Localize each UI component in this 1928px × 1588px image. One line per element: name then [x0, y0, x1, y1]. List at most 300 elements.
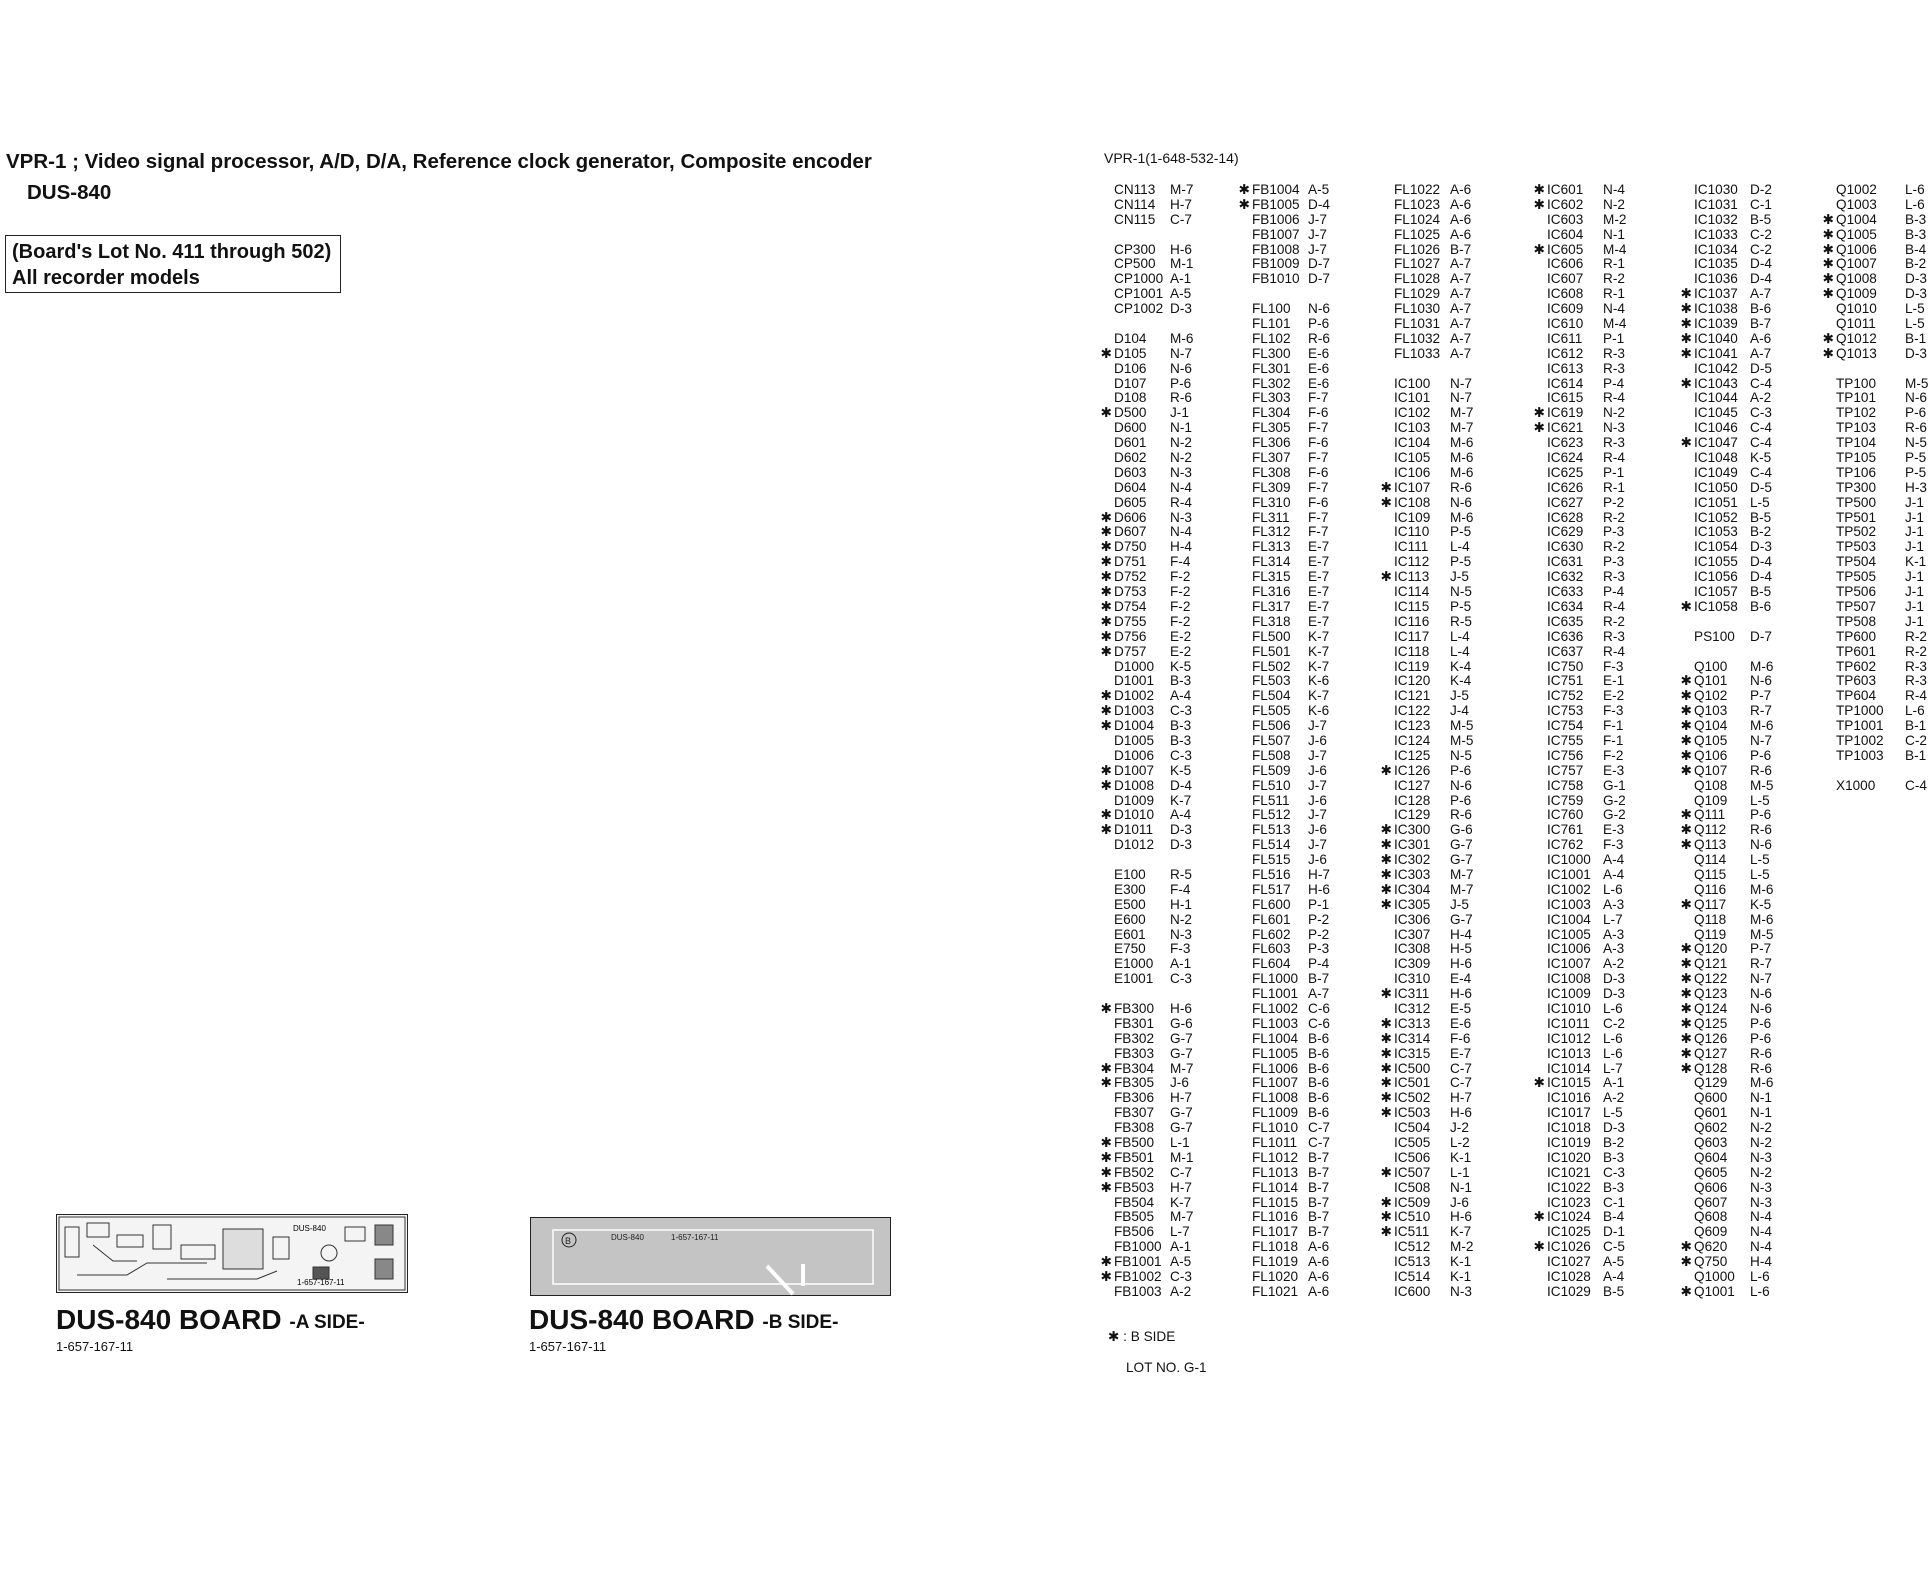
part-ref: D1002	[1114, 688, 1155, 704]
part-ref: D602	[1114, 450, 1147, 466]
part-ref: FB1005	[1252, 196, 1300, 212]
part-ref: TP503	[1836, 539, 1877, 555]
part-ref: IC755	[1547, 732, 1584, 748]
part-location: K-5	[1170, 658, 1192, 674]
part-location: F-4	[1170, 881, 1191, 897]
part-ref: FB1001	[1114, 1254, 1162, 1270]
part-ref: FL313	[1252, 539, 1291, 555]
part-location: P-5	[1450, 554, 1472, 570]
b-side-marker: ✱	[1822, 211, 1834, 227]
part-ref: Q609	[1694, 1224, 1728, 1240]
b-side-marker: ✱	[1100, 762, 1112, 778]
part-location: R-6	[1450, 479, 1472, 495]
b-side-marker: ✱	[1680, 345, 1692, 361]
b-side-marker: ✱	[1380, 1015, 1392, 1031]
part-ref: D755	[1114, 613, 1147, 629]
part-ref: D603	[1114, 464, 1147, 480]
part-location: J-2	[1450, 1120, 1469, 1136]
part-ref: TP602	[1836, 658, 1877, 674]
part-location: R-3	[1603, 345, 1625, 361]
part-location: B-3	[1170, 718, 1192, 734]
part-ref: IC1015	[1547, 1075, 1591, 1091]
part-ref: FL300	[1252, 345, 1291, 361]
part-ref: IC125	[1394, 747, 1431, 763]
part-ref: FL305	[1252, 420, 1291, 436]
part-ref: IC762	[1547, 837, 1584, 853]
part-ref: IC107	[1394, 479, 1431, 495]
b-side-marker: ✱	[1680, 316, 1692, 332]
part-ref: Q608	[1694, 1209, 1728, 1225]
part-ref: Q1002	[1836, 182, 1877, 197]
part-location: N-3	[1750, 1194, 1772, 1210]
part-ref: Q605	[1694, 1164, 1728, 1180]
part-location: N-7	[1450, 375, 1472, 391]
part-location: F-3	[1170, 941, 1191, 957]
part-ref: Q105	[1694, 732, 1728, 748]
part-location: K-7	[1308, 658, 1330, 674]
part-location: H-7	[1170, 1090, 1192, 1106]
part-ref: FL1016	[1252, 1209, 1299, 1225]
part-ref: IC623	[1547, 435, 1584, 451]
part-location: P-5	[1450, 524, 1472, 540]
board-a-layout-drawing	[57, 1215, 409, 1294]
b-side-marker: ✱	[1238, 182, 1250, 197]
part-location: D-5	[1750, 360, 1772, 376]
part-location: G-1	[1603, 777, 1626, 793]
part-ref: TP103	[1836, 420, 1877, 436]
part-location: P-6	[1308, 316, 1330, 332]
part-ref: IC315	[1394, 1045, 1431, 1061]
part-ref: FL1020	[1252, 1269, 1299, 1285]
part-location: P-4	[1603, 375, 1625, 391]
part-location: D-1	[1603, 1224, 1625, 1240]
part-location: A-1	[1170, 956, 1192, 972]
part-location: M-6	[1750, 1075, 1774, 1091]
lot-range-text: (Board's Lot No. 411 through 502)	[12, 241, 332, 263]
part-location: C-1	[1603, 1194, 1625, 1210]
board-name: DUS-840	[27, 181, 112, 204]
part-ref: IC637	[1547, 643, 1584, 659]
part-ref: FL1024	[1394, 211, 1441, 227]
part-location: R-2	[1603, 271, 1625, 287]
part-location: H-6	[1450, 986, 1472, 1002]
part-location: A-4	[1603, 852, 1625, 868]
part-ref: IC502	[1394, 1090, 1431, 1106]
part-location: R-3	[1603, 435, 1625, 451]
part-location: G-7	[1170, 1045, 1193, 1061]
part-location: R-7	[1750, 703, 1772, 719]
part-ref: Q103	[1694, 703, 1728, 719]
part-location: R-6	[1750, 1060, 1772, 1076]
part-ref: TP603	[1836, 673, 1877, 689]
part-location: G-7	[1170, 1030, 1193, 1046]
part-ref: FL1029	[1394, 286, 1441, 302]
part-ref: FL1005	[1252, 1045, 1299, 1061]
b-side-marker: ✱	[1533, 405, 1545, 421]
part-ref: IC129	[1394, 807, 1431, 823]
part-location: M-6	[1750, 718, 1774, 734]
part-ref: IC1047	[1694, 435, 1738, 451]
part-location: E-2	[1603, 688, 1625, 704]
part-ref: IC128	[1394, 792, 1431, 808]
part-ref: FL1013	[1252, 1164, 1299, 1180]
part-ref: IC104	[1394, 435, 1431, 451]
part-ref: TP1002	[1836, 732, 1884, 748]
part-ref: IC603	[1547, 211, 1584, 227]
part-location: N-6	[1308, 301, 1330, 317]
part-location: G-2	[1603, 807, 1626, 823]
part-ref: FB1007	[1252, 226, 1300, 242]
part-location: R-7	[1750, 956, 1772, 972]
part-location: N-6	[1750, 1000, 1772, 1016]
part-ref: FL1018	[1252, 1239, 1299, 1255]
part-location: A-3	[1603, 926, 1625, 942]
part-location: K-7	[1308, 643, 1330, 659]
part-location: K-6	[1308, 703, 1330, 719]
b-side-marker: ✱	[1680, 1000, 1692, 1016]
part-location: D-3	[1750, 539, 1772, 555]
board-b-part-number: 1-657-167-11	[529, 1339, 607, 1354]
part-location: P-5	[1905, 464, 1927, 480]
part-location: H-4	[1750, 1254, 1772, 1270]
part-location: R-4	[1905, 688, 1927, 704]
part-ref: FL510	[1252, 777, 1291, 793]
models-text: All recorder models	[12, 267, 200, 289]
part-ref: IC1008	[1547, 971, 1591, 987]
part-location: D-3	[1170, 837, 1192, 853]
part-location: L-5	[1905, 301, 1925, 317]
part-ref: IC501	[1394, 1075, 1431, 1091]
part-ref: IC633	[1547, 584, 1584, 600]
b-side-marker: ✱	[1380, 762, 1392, 778]
part-location: M-6	[1170, 330, 1194, 346]
part-ref: D1009	[1114, 792, 1155, 808]
part-ref: IC626	[1547, 479, 1584, 495]
part-ref: FL1004	[1252, 1030, 1299, 1046]
part-location: K-5	[1170, 762, 1192, 778]
part-ref: IC1058	[1694, 598, 1738, 614]
part-location: K-6	[1308, 673, 1330, 689]
part-ref: FL1026	[1394, 241, 1441, 257]
b-side-marker: ✱	[1533, 1209, 1545, 1225]
part-location: N-6	[1905, 390, 1927, 406]
part-ref: IC756	[1547, 747, 1584, 763]
part-ref: Q116	[1694, 881, 1727, 897]
b-side-marker: ✱	[1680, 896, 1692, 912]
b-side-marker: ✱	[1100, 345, 1112, 361]
part-ref: FL308	[1252, 464, 1291, 480]
part-ref: D753	[1114, 584, 1147, 600]
b-side-marker: ✱	[1380, 822, 1392, 838]
part-location: C-6	[1308, 1015, 1330, 1031]
part-location: N-5	[1905, 435, 1927, 451]
part-location: G-6	[1450, 822, 1473, 838]
board-b-layout-drawing	[531, 1218, 892, 1297]
b-side-marker: ✱	[1100, 539, 1112, 555]
part-location: N-6	[1750, 837, 1772, 853]
part-location: E-7	[1308, 613, 1330, 629]
part-ref: FL1030	[1394, 301, 1441, 317]
part-ref: IC760	[1547, 807, 1584, 823]
part-ref: IC1028	[1547, 1269, 1591, 1285]
part-location: C-4	[1905, 777, 1927, 793]
part-location: P-6	[1750, 807, 1772, 823]
part-ref: Q1003	[1836, 196, 1877, 212]
part-location: J-7	[1308, 837, 1327, 853]
part-ref: FL1032	[1394, 330, 1441, 346]
part-location: N-6	[1170, 360, 1192, 376]
part-ref: PS100	[1694, 628, 1735, 644]
b-side-marker: ✱	[1380, 569, 1392, 585]
part-ref: FB301	[1114, 1015, 1155, 1031]
part-location: N-3	[1450, 1283, 1472, 1299]
part-ref: IC751	[1547, 673, 1584, 689]
part-location: M-5	[1450, 732, 1474, 748]
part-location: N-4	[1750, 1209, 1772, 1225]
part-ref: FL517	[1252, 881, 1291, 897]
b-side-marker: ✱	[1822, 345, 1834, 361]
part-ref: IC119	[1394, 658, 1430, 674]
part-ref: D606	[1114, 509, 1147, 525]
part-ref: D601	[1114, 435, 1147, 451]
part-ref: IC629	[1547, 524, 1584, 540]
part-ref: E601	[1114, 926, 1146, 942]
part-ref: IC1052	[1694, 509, 1738, 525]
part-location: A-7	[1750, 286, 1772, 302]
part-ref: D106	[1114, 360, 1147, 376]
board-a-title-text: DUS-840 BOARD	[56, 1304, 282, 1335]
part-location: A-6	[1308, 1254, 1330, 1270]
part-ref: FB506	[1114, 1224, 1155, 1240]
part-location: F-7	[1308, 509, 1329, 525]
part-location: D-4	[1750, 271, 1772, 287]
part-location: M-6	[1750, 911, 1774, 927]
b-side-marker: ✱	[1238, 196, 1250, 212]
part-ref: IC503	[1394, 1105, 1431, 1121]
part-ref: IC604	[1547, 226, 1584, 242]
part-location: D-4	[1750, 569, 1772, 585]
b-side-marker: ✱	[1100, 1164, 1112, 1180]
part-ref: FL1001	[1252, 986, 1299, 1002]
part-ref: FB1006	[1252, 211, 1300, 227]
part-ref: Q108	[1694, 777, 1728, 793]
part-ref: IC1026	[1547, 1239, 1591, 1255]
part-location: M-2	[1450, 1239, 1474, 1255]
part-ref: D1008	[1114, 777, 1155, 793]
part-ref: E600	[1114, 911, 1146, 927]
part-location: F-6	[1308, 435, 1329, 451]
part-location: P-6	[1170, 375, 1192, 391]
board-b-side-label: -B SIDE-	[762, 1312, 839, 1333]
part-location: L-1	[1450, 1164, 1470, 1180]
part-location: J-7	[1308, 807, 1327, 823]
part-location: G-7	[1450, 837, 1473, 853]
part-location: A-2	[1170, 1283, 1192, 1299]
part-location: R-3	[1603, 628, 1625, 644]
part-ref: IC613	[1547, 360, 1584, 376]
b-side-marker: ✱	[1100, 569, 1112, 585]
b-side-marker: ✱	[1380, 1060, 1392, 1076]
part-location: R-2	[1603, 539, 1625, 555]
part-ref: FB1004	[1252, 182, 1300, 197]
part-ref: TP502	[1836, 524, 1877, 540]
part-ref: TP1001	[1836, 718, 1884, 734]
part-location: F-2	[1170, 598, 1191, 614]
part-ref: FL503	[1252, 673, 1291, 689]
part-location: J-1	[1905, 569, 1924, 585]
b-side-marker: ✱	[1380, 1075, 1392, 1091]
part-ref: FL504	[1252, 688, 1291, 704]
part-ref: D750	[1114, 539, 1147, 555]
part-ref: D1001	[1114, 673, 1155, 689]
part-location: A-6	[1308, 1239, 1330, 1255]
part-ref: IC1044	[1694, 390, 1738, 406]
part-ref: FL1007	[1252, 1075, 1299, 1091]
part-location: M-7	[1450, 420, 1474, 436]
part-ref: IC753	[1547, 703, 1584, 719]
part-location: A-4	[1170, 688, 1192, 704]
part-location: R-6	[1308, 330, 1330, 346]
part-ref: FB300	[1114, 1000, 1155, 1016]
part-location: J-6	[1450, 1194, 1469, 1210]
part-location: D-3	[1905, 345, 1927, 361]
part-ref: E750	[1114, 941, 1146, 957]
b-side-marker: ✱	[1680, 807, 1692, 823]
part-ref: Q603	[1694, 1135, 1728, 1150]
part-location: M-5	[1750, 926, 1774, 942]
part-ref: FB1002	[1114, 1269, 1162, 1285]
part-ref: FL512	[1252, 807, 1291, 823]
part-ref: IC606	[1547, 256, 1584, 272]
part-location: L-5	[1750, 792, 1770, 808]
part-location: E-2	[1170, 628, 1192, 644]
part-location: H-4	[1170, 539, 1192, 555]
part-ref: FB500	[1114, 1135, 1155, 1150]
part-ref: Q120	[1694, 941, 1728, 957]
part-location: N-2	[1170, 450, 1192, 466]
part-location: B-5	[1750, 584, 1772, 600]
b-side-marker: ✱	[1680, 1283, 1692, 1299]
part-ref: TP604	[1836, 688, 1877, 704]
part-ref: E500	[1114, 896, 1146, 912]
part-ref: TP101	[1836, 390, 1877, 406]
part-ref: IC609	[1547, 301, 1584, 317]
parts-list-title: VPR-1(1-648-532-14)	[1104, 150, 1239, 166]
part-location: M-7	[1450, 881, 1474, 897]
part-location: B-6	[1750, 598, 1772, 614]
b-side-marker: ✱	[1380, 479, 1392, 495]
b-side-marker: ✱	[1100, 598, 1112, 614]
part-ref: IC512	[1394, 1239, 1431, 1255]
part-ref: IC1014	[1547, 1060, 1591, 1076]
part-location: D-3	[1905, 271, 1927, 287]
part-location: L-6	[1905, 196, 1925, 212]
part-location: L-7	[1603, 1060, 1623, 1076]
part-location: K-7	[1450, 1224, 1472, 1240]
part-ref: IC1013	[1547, 1045, 1591, 1061]
part-ref: Q100	[1694, 658, 1728, 674]
b-side-marker: ✱	[1380, 1090, 1392, 1106]
part-ref: TP100	[1836, 375, 1877, 391]
part-location: A-7	[1750, 345, 1772, 361]
part-location: A-3	[1603, 941, 1625, 957]
b-side-marker: ✱	[1680, 1254, 1692, 1270]
part-ref: FL501	[1252, 643, 1291, 659]
part-location: N-1	[1603, 226, 1625, 242]
part-ref: TP1003	[1836, 747, 1884, 763]
part-ref: FB306	[1114, 1090, 1155, 1106]
part-location: K-4	[1450, 673, 1472, 689]
part-ref: Q600	[1694, 1090, 1728, 1106]
part-location: R-1	[1603, 286, 1625, 302]
part-ref: IC102	[1394, 405, 1431, 421]
part-ref: D757	[1114, 643, 1147, 659]
part-ref: FL1000	[1252, 971, 1299, 987]
part-ref: Q127	[1694, 1045, 1728, 1061]
b-side-marker: ✱	[1380, 1105, 1392, 1121]
part-ref: FL1014	[1252, 1179, 1299, 1195]
part-location: L-6	[1905, 182, 1925, 197]
part-location: R-6	[1750, 1045, 1772, 1061]
part-ref: IC752	[1547, 688, 1584, 704]
part-location: F-6	[1450, 1030, 1471, 1046]
part-ref: Q606	[1694, 1179, 1728, 1195]
board-b-silk-name: DUS-840	[611, 1233, 644, 1242]
part-ref: Q126	[1694, 1030, 1728, 1046]
part-location: G-6	[1170, 1015, 1193, 1031]
part-location: F-3	[1603, 658, 1624, 674]
b-side-marker: ✱	[1822, 226, 1834, 242]
part-location: K-7	[1308, 688, 1330, 704]
part-ref: FL1002	[1252, 1000, 1299, 1016]
part-ref: IC758	[1547, 777, 1584, 793]
part-location: P-2	[1308, 926, 1330, 942]
part-ref: IC510	[1394, 1209, 1431, 1225]
part-ref: FL505	[1252, 703, 1291, 719]
part-location: H-5	[1450, 941, 1472, 957]
part-ref: IC1041	[1694, 345, 1738, 361]
part-ref: Q1005	[1836, 226, 1877, 242]
part-location: R-6	[1450, 807, 1472, 823]
part-location: F-1	[1603, 718, 1624, 734]
part-ref: FL1023	[1394, 196, 1441, 212]
b-side-marker: ✱	[1822, 330, 1834, 346]
part-ref: Q123	[1694, 986, 1728, 1002]
part-ref: D1003	[1114, 703, 1155, 719]
part-location: L-5	[1603, 1105, 1623, 1121]
part-location: C-3	[1170, 1269, 1192, 1285]
part-location: C-3	[1170, 703, 1192, 719]
part-ref: IC1025	[1547, 1224, 1591, 1240]
part-location: R-4	[1170, 494, 1192, 510]
lot-range-box	[5, 235, 341, 293]
part-location: G-7	[1450, 911, 1473, 927]
part-ref: IC615	[1547, 390, 1584, 406]
b-side-marker: ✱	[1380, 986, 1392, 1002]
part-ref: IC1038	[1694, 301, 1738, 317]
part-ref: FL318	[1252, 613, 1291, 629]
part-location: D-7	[1308, 256, 1330, 272]
part-ref: E100	[1114, 866, 1146, 882]
b-side-marker: ✱	[1100, 1149, 1112, 1165]
part-ref: FL304	[1252, 405, 1291, 421]
part-ref: FB502	[1114, 1164, 1155, 1180]
b-side-marker: ✱	[1680, 956, 1692, 972]
part-location: M-4	[1603, 316, 1627, 332]
part-location: B-6	[1308, 1060, 1330, 1076]
part-location: J-1	[1905, 539, 1924, 555]
part-ref: TP505	[1836, 569, 1877, 585]
